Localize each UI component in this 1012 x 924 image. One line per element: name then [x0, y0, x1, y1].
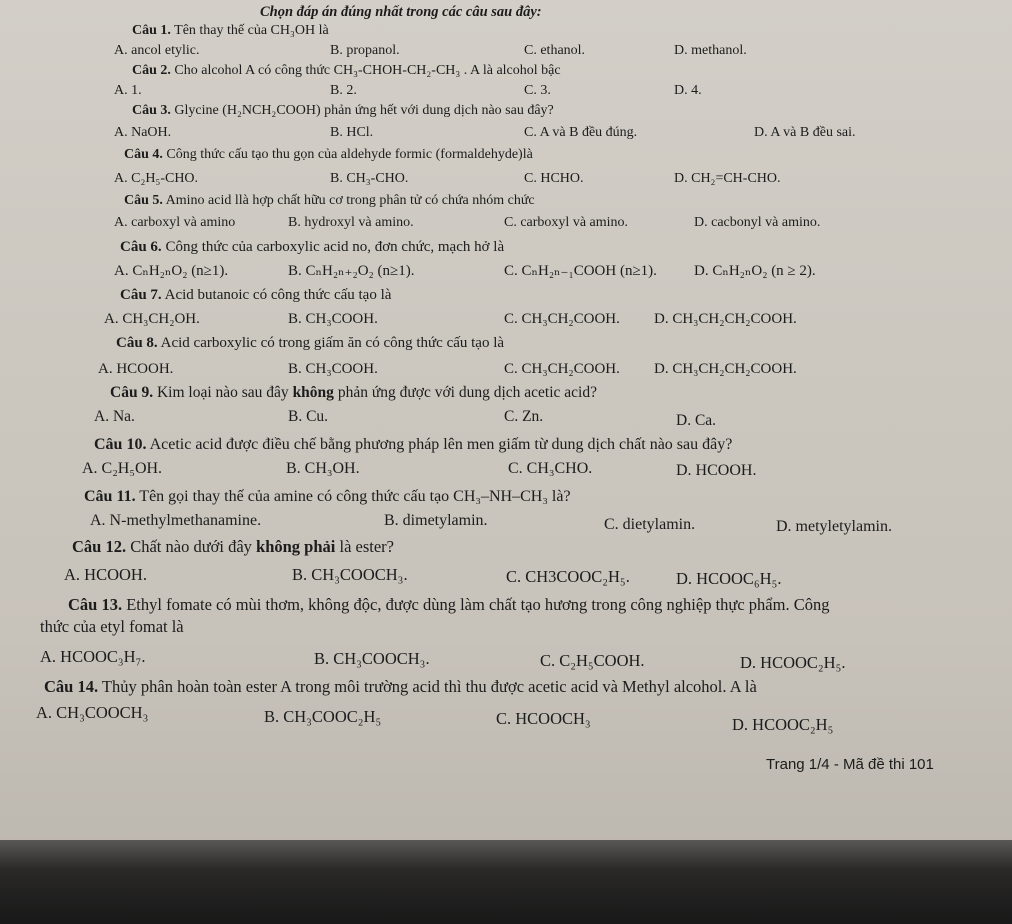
- q2-option-c[interactable]: C. 3.: [524, 83, 551, 98]
- q14-option-c[interactable]: C. HCOOCH₃: [496, 709, 591, 728]
- q3-option-b[interactable]: B. HCl.: [330, 125, 374, 140]
- background-shadow: [0, 840, 1012, 924]
- question-1: Câu 1. Tên thay thế của CH₃OH là: [132, 23, 329, 38]
- question-7: Câu 7. Acid butanoic có công thức cấu tạo là: [120, 287, 392, 303]
- q5-option-b[interactable]: B. hydroxyl và amino.: [288, 215, 414, 230]
- question-6: Câu 6. Công thức của carboxylic acid no, đơn chức, mạch hở là: [120, 239, 505, 255]
- q3-option-d[interactable]: D. A và B đều sai.: [754, 125, 856, 140]
- q10-option-c[interactable]: C. CH₃CHO.: [508, 460, 593, 477]
- page-footer: Trang 1/4 - Mã đề thi 101: [766, 756, 934, 773]
- q3-option-a[interactable]: A. NaOH.: [114, 125, 172, 140]
- question-12: Câu 12. Chất nào dưới đây không phải là ester?: [72, 537, 395, 556]
- q8-option-b[interactable]: B. CH₃COOH.: [288, 361, 378, 377]
- q4-option-d[interactable]: D. CH₂=CH-CHO.: [674, 171, 781, 186]
- q5-option-a[interactable]: A. carboxyl và amino: [114, 215, 236, 230]
- q10-option-d[interactable]: D. HCOOH.: [676, 462, 757, 479]
- q14-option-b[interactable]: B. CH₃COOC₂H₅: [264, 707, 382, 726]
- q11-option-b[interactable]: B. dimetylamin.: [384, 512, 488, 529]
- q7-option-b[interactable]: B. CH₃COOH.: [288, 311, 378, 327]
- q11-option-d[interactable]: D. metyletylamin.: [776, 518, 892, 535]
- q2-option-a[interactable]: A. 1.: [114, 83, 142, 98]
- q6-option-a[interactable]: A. CₙH₂ₙO₂ (n≥1).: [114, 263, 229, 279]
- question-4: Câu 4. Công thức cấu tạo thu gọn của aldehyde formic (formaldehyde)là: [124, 147, 533, 162]
- q13-option-b[interactable]: B. CH₃COOCH₃.: [314, 649, 430, 668]
- q4-option-a[interactable]: A. C₂H₅-CHO.: [114, 171, 199, 186]
- q2-option-b[interactable]: B. 2.: [330, 83, 357, 98]
- q14-option-a[interactable]: A. CH₃COOCH₃: [36, 703, 149, 722]
- q11-option-c[interactable]: C. dietylamin.: [604, 516, 696, 533]
- q6-option-b[interactable]: B. CₙH₂ₙ₊₂O₂ (n≥1).: [288, 263, 415, 279]
- question-13-continued: thức của etyl fomat là: [40, 617, 184, 636]
- question-13: Câu 13. Ethyl fomate có mùi thơm, không độc, được dùng làm chất tạo hương trong công nghiệp thực phẩm. Công: [68, 595, 830, 614]
- q4-option-b[interactable]: B. CH₃-CHO.: [330, 171, 409, 186]
- q7-option-c[interactable]: C. CH₃CH₂COOH.: [504, 311, 620, 327]
- q7-option-d[interactable]: D. CH₃CH₂CH₂COOH.: [654, 311, 797, 327]
- q9-option-c[interactable]: C. Zn.: [504, 408, 544, 425]
- q5-option-c[interactable]: C. carboxyl và amino.: [504, 215, 629, 230]
- question-2: Câu 2. Cho alcohol A có công thức CH₃-CHOH-CH₂-CH₃ . A là alcohol bậc: [132, 63, 561, 78]
- q2-option-d[interactable]: D. 4.: [674, 83, 702, 98]
- q9-option-a[interactable]: A. Na.: [94, 408, 135, 425]
- q14-option-d[interactable]: D. HCOOC₂H₅: [732, 715, 834, 734]
- q8-option-a[interactable]: A. HCOOH.: [98, 361, 174, 377]
- q7-option-a[interactable]: A. CH₃CH₂OH.: [104, 311, 200, 327]
- q6-option-c[interactable]: C. CₙH₂ₙ₋₁COOH (n≥1).: [504, 263, 657, 279]
- q6-option-d[interactable]: D. CₙH₂ₙO₂ (n ≥ 2).: [694, 263, 816, 279]
- question-14: Câu 14. Thủy phân hoàn toàn ester A trong môi trường acid thì thu được acetic acid và Methyl alcohol. A là: [44, 677, 757, 696]
- q4-option-c[interactable]: C. HCHO.: [524, 171, 584, 186]
- q13-option-d[interactable]: D. HCOOC₂H₅.: [740, 653, 846, 672]
- instructions-heading: Chọn đáp án đúng nhất trong các câu sau đây:: [260, 4, 542, 20]
- q9-option-b[interactable]: B. Cu.: [288, 408, 329, 425]
- q13-option-a[interactable]: A. HCOOC₃H₇.: [40, 647, 146, 666]
- q1-option-b[interactable]: B. propanol.: [330, 43, 400, 58]
- q10-option-b[interactable]: B. CH₃OH.: [286, 460, 360, 477]
- question-3: Câu 3. Glycine (H₂NCH₂COOH) phản ứng hết với dung dịch nào sau đây?: [132, 103, 554, 118]
- q13-option-c[interactable]: C. C₂H₅COOH.: [540, 651, 645, 670]
- q11-option-a[interactable]: A. N-methylmethanamine.: [90, 512, 262, 529]
- q8-option-d[interactable]: D. CH₃CH₂CH₂COOH.: [654, 361, 797, 377]
- q5-option-d[interactable]: D. cacbonyl và amino.: [694, 215, 821, 230]
- q12-option-b[interactable]: B. CH₃COOCH₃.: [292, 565, 408, 584]
- q9-option-d[interactable]: D. Ca.: [676, 412, 717, 429]
- question-5: Câu 5. Amino acid llà hợp chất hữu cơ trong phân tử có chứa nhóm chức: [124, 193, 535, 208]
- q12-option-c[interactable]: C. CH3COOC₂H₅.: [506, 567, 630, 586]
- question-11: Câu 11. Tên gọi thay thế của amine có công thức cấu tạo CH₃–NH–CH₃ là?: [84, 488, 571, 505]
- question-8: Câu 8. Acid carboxylic có trong giấm ăn có công thức cấu tạo là: [116, 335, 505, 351]
- q12-option-a[interactable]: A. HCOOH.: [64, 565, 147, 584]
- q8-option-c[interactable]: C. CH₃CH₂COOH.: [504, 361, 620, 377]
- q10-option-a[interactable]: A. C₂H₅OH.: [82, 460, 163, 477]
- q1-option-c[interactable]: C. ethanol.: [524, 43, 586, 58]
- q1-option-a[interactable]: A. ancol etylic.: [114, 43, 200, 58]
- question-9: Câu 9. Kim loại nào sau đây không phản ứng được với dung dịch acetic acid?: [110, 384, 597, 401]
- q12-option-d[interactable]: D. HCOOC₆H₅.: [676, 569, 782, 588]
- q3-option-c[interactable]: C. A và B đều đúng.: [524, 125, 638, 140]
- question-10: Câu 10. Acetic acid được điều chế bằng phương pháp lên men giấm từ dung dịch chất nào sau đây?: [94, 436, 733, 453]
- q1-option-d[interactable]: D. methanol.: [674, 43, 747, 58]
